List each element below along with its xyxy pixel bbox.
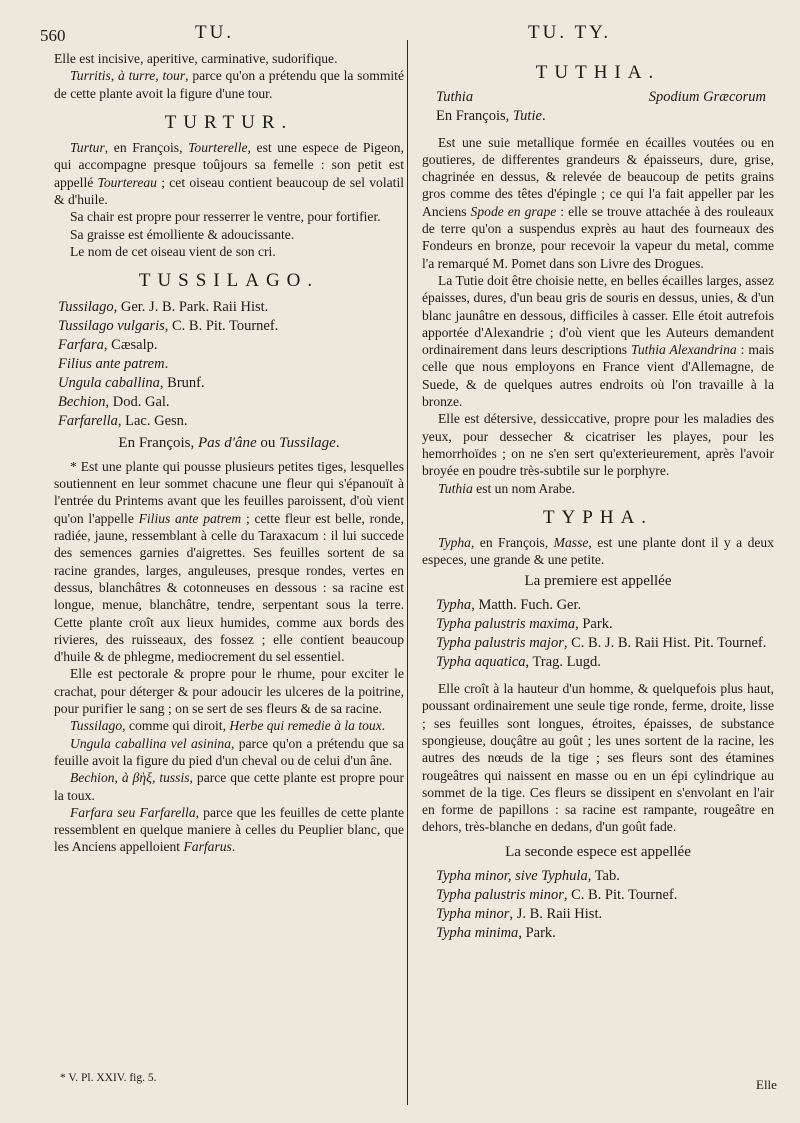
synonym-line: Typha palustris minor, C. B. Pit. Tournef. [436,886,678,903]
paragraph-turtur: Turtur, en François, Tourterelle, est une espece de Pigeon, qui accompagne presque toûjours sa femelle : son petit est appellé Tourtereau ; cet oiseau contient beaucoup de sel volatil & d'huile. [54,140,404,208]
running-head-right: TU. TY. [528,22,612,43]
paragraph: Le nom de cet oiseau vient de son cri. [70,243,276,259]
synonym-line: Ungula caballina, Brunf. [58,374,205,391]
paragraph: Elle est détersive, dessiccative, propre pour les maladies des yeux, pour dessecher & cicatriser les playes, pour les hemorrhoïdes ; on ne s'en sert qu'exterieurement, après l'avoir broyée en poudre très-subtile sur le porphyre. [422,411,774,479]
paragraph: Sa chair est propre pour resserrer le ventre, pour fortifier. [70,209,381,225]
synonym-line: Bechion, Dod. Gal. [58,393,170,410]
synonym-line: Farfara, Cæsalp. [58,336,158,353]
synonym-line: Typha minor, J. B. Raii Hist. [436,905,603,922]
synonym-line: Tuthia Spodium Græcorum [436,89,766,106]
etymology: Ungula caballina vel asinina, parce qu'on a prétendu que sa feuille avoit la figure du pied d'un cheval ou de celui d'un âne. [54,735,404,768]
etymology: Bechion, à βὴξ, tussis, parce que cette plante est propre pour la toux. [54,770,404,803]
paragraph-description: Est une suie metallique formée en écailles voutées ou en goutieres, de differentes grandeurs & épaisseurs, dure, grise, chagrinée en dessus, & relevée de beaucoup de petits grains gros comme des têtes d'épingle ; ce qui l'a fait appeller par les Anciens Spode en grape : elle se trouve attachée à des rouleaux de terre qu'on a suspendus exprès au haut des fourneaux des Fondeurs en bronze, pour recevoir la vapeur du metal, comme l'a remarqué M. Pomet dans son Livre des Drogues. [422,134,774,271]
paragraph: Tuthia est un nom Arabe. [438,480,576,496]
catchword: Elle [756,1077,777,1092]
footnote: * V. Pl. XXIV. fig. 5. [60,1072,157,1084]
synonym-line: Farfarella, Lac. Gesn. [58,412,188,429]
page-number: 560 [40,26,66,45]
synonym-line: Typha, Matth. Fuch. Ger. [436,597,582,614]
paragraph-typha: Typha, en François, Masse, est une plante dont il y a deux especes, une grande & une petite. [422,535,774,568]
paragraph: Elle est incisive, aperitive, carminative, sudorifique. [54,51,338,66]
entry-title-turtur: TURTUR. [164,111,294,133]
paragraph-description: Elle croît à la hauteur d'un homme, & quelquefois plus haut, poussant ordinairement une seule tige ronde, ferme, droite, lisse ; ses feuilles sont longues, étroites, épaisses, de substance spongieuse, douçâtre au goût ; les unes sortent de la racine, les autres des nœuds de la tige ; ses fleurs sont des étamines rougeâtres qui naissent en masse ou en un épi cylindrique au sommet de la tige. Ces fleurs se dissipent en s'envolant en l'air en forme de papillons : sa racine est rampante, rougeâtre en dehors, très-blanche en dedans, d'un goût fade. [422,681,774,835]
synonym-line: Typha palustris major, C. B. J. B. Raii Hist. Pit. Tournef. [436,635,767,652]
entry-title-tuthia: TUTHIA. [535,62,661,83]
paragraph: Sa graisse est émolliente & adoucissante. [70,226,295,242]
synonym-line: Typha aquatica, Trag. Lugd. [436,654,601,671]
french-name: En François, Pas d'âne ou Tussilage. [118,434,340,451]
right-column [422,50,774,943]
synonym-line: Tussilago vulgaris, C. B. Pit. Tournef. [58,317,279,334]
synonym-line: Tussilago, Ger. J. B. Park. Raii Hist. [58,298,269,315]
column-divider [407,40,408,1105]
etymology: Tussilago, comme qui diroit, Herbe qui remedie à la toux. [70,718,386,734]
left-column [54,50,404,856]
entry-title-tussilago: TUSSILAGO. [138,270,320,292]
paragraph-turritis: Turritis, à turre, tour, parce qu'on a prétendu que la sommité de cette plante avoit la figure d'une tour. [54,68,404,101]
species-heading: La seconde espece est appellée [505,843,691,860]
entry-title-typha: TYPHA. [542,506,654,528]
running-head-left: TU. [195,22,235,43]
paragraph: La Tutie doit être choisie nette, en belles écailles larges, assez épaisses, dures, d'un beau gris de souris en dessus, unies, & d'un blanc jaunâtre en dessous, difficiles à casser. Elle étoit autrefois apportée d'Alexandrie ; d'où vient que les Auteurs demandent ordinairement dans leurs descriptions Tuthia Alexandrina : mais celle que nous employons en France vient d'Allemagne, de Suede, & de quelques autres endroits où l'on travaille à la bronze. [422,272,775,410]
species-heading: La premiere est appellée [524,572,672,589]
synonym-line: Typha minima, Park. [436,924,556,941]
synonym-line: Typha palustris maxima, Park. [436,616,613,633]
french-name: En François, Tutie. [436,107,546,124]
synonym-line: Filius ante patrem. [58,355,169,372]
etymology: Farfara seu Farfarella, parce que les feuilles de cette plante ressemblent en quelque maniere à celles du Peuplier blanc, que les Anciens appelloient Farfarus. [54,804,404,855]
synonym-line: Typha minor, sive Typhula, Tab. [436,867,620,884]
paragraph-description: * Est une plante qui pousse plusieurs petites tiges, lesquelles soutiennent en leur sommet chacune une fleur qui s'épanouït à l'entrée du Printems avant que les feuilles paroissent, d'où vient qu'on l'appelle Filius ante patrem ; cette fleur est belle, ronde, radiée, jaune, ressemblant à celle du Taraxacum : il lui succede des semences garnies d'aigrettes. Ses feuilles sortent de sa racine grandes, larges, anguleuses, presque rondes, vertes en dessus, blanchâtres & cotonneuses en dessous : sa racine est longue, menue, blanchâtre, tendre, serpentant sous la terre. Cette plante croît aux lieux humides, comme aux bords des rivieres, des ruisseaux, des fossez ; elle contient beaucoup d'huile & de phlegme, mediocrement du sel essentiel. [54,458,404,665]
paragraph: Elle est pectorale & propre pour le rhume, pour exciter le crachat, pour déterger & pour adoucir les ulceres de la poitrine, pour purifier le sang ; on se sert de ses fleurs & de sa racine. [54,666,404,717]
